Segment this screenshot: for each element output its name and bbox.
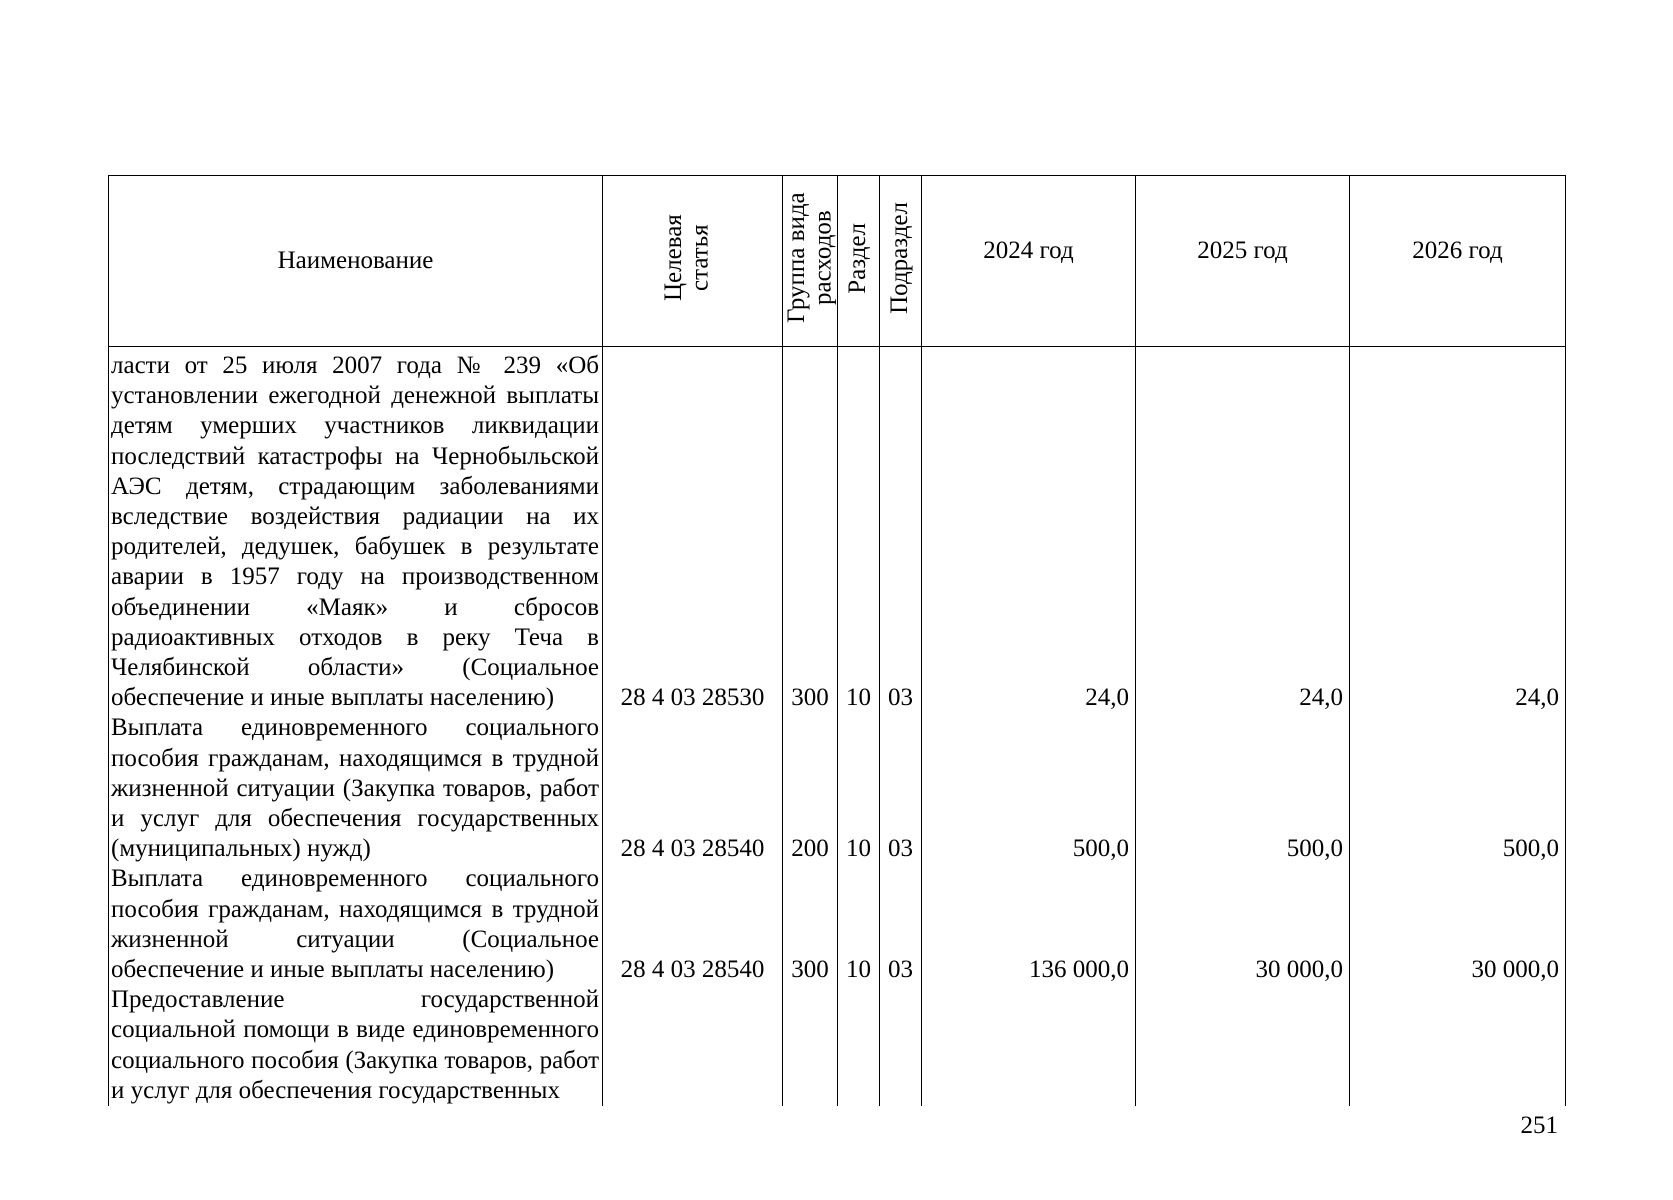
row-name: ласти от 25 июля 2007 года № 239 «Об установлении ежегодной денежной выплаты детям умерших участников ликвидации последствий катастрофы на Чернобыльской АЭС детям, страдающим заболеваниями вследствие воздействия радиации на их родителей, дедушек, бабушек в результате аварии в 1957 году на производственном объединении «Маяк» и сбросов радиоактивных отходов в реку Теча в Челябинской области» (Социальное обеспечение и иные выплаты населению) (109, 347, 603, 714)
header-year-2026 (1350, 176, 1566, 347)
row-name: Предоставление государственной социальной помощи в виде единовременного социального пособия (Закупка товаров, работ и услуг для обеспечения государственных (109, 985, 603, 1106)
header-year-2026-label: 2026 год (1412, 236, 1503, 264)
header-expense-group (783, 176, 838, 347)
table-row (109, 347, 1566, 714)
row-section (838, 985, 880, 1106)
budget-table (108, 175, 1566, 1106)
table-row (109, 985, 1566, 1106)
row-section: 10 (838, 864, 880, 985)
header-target-article (603, 176, 783, 347)
row-target-article: 28 4 03 28530 (603, 347, 783, 714)
row-expense-group: 300 (783, 347, 838, 714)
row-name: Выплата единовременного социального пособия гражданам, находящимся в трудной жизненной ситуации (Закупка товаров, работ и услуг для обеспечения государственных (муниципальных) нужд) (109, 713, 603, 864)
table-row (109, 713, 1566, 864)
row-section: 10 (838, 347, 880, 714)
header-section-label: Раздел (844, 222, 872, 294)
row-expense-group: 300 (783, 864, 838, 985)
row-target-article: 28 4 03 28540 (603, 713, 783, 864)
row-target-article (603, 985, 783, 1106)
row-amount-2024: 24,0 (922, 347, 1136, 714)
row-amount-2026: 24,0 (1350, 347, 1566, 714)
row-name: Выплата единовременного социального пособия гражданам, находящимся в трудной жизненной ситуации (Социальное обеспечение и иные выплаты населению) (109, 864, 603, 985)
row-amount-2026: 500,0 (1350, 713, 1566, 864)
header-year-2024 (922, 176, 1136, 347)
table-header-row (109, 176, 1566, 347)
table-row (109, 864, 1566, 985)
row-amount-2026: 30 000,0 (1350, 864, 1566, 985)
header-year-2025 (1136, 176, 1350, 347)
row-expense-group (783, 985, 838, 1106)
header-year-2025-label: 2025 год (1197, 236, 1288, 264)
header-subsection-label: Подраздел (886, 201, 914, 314)
row-subsection: 03 (880, 713, 922, 864)
row-subsection (880, 985, 922, 1106)
row-amount-2025: 500,0 (1136, 713, 1350, 864)
row-amount-2026 (1350, 985, 1566, 1106)
row-amount-2025: 24,0 (1136, 347, 1350, 714)
header-subsection (880, 176, 922, 347)
row-amount-2025: 30 000,0 (1136, 864, 1350, 985)
row-amount-2024: 136 000,0 (922, 864, 1136, 985)
header-target-article-label: Целевая статья (659, 214, 713, 302)
header-name (109, 176, 603, 347)
row-subsection: 03 (880, 864, 922, 985)
row-section: 10 (838, 713, 880, 864)
row-target-article: 28 4 03 28540 (603, 864, 783, 985)
row-amount-2024: 500,0 (922, 713, 1136, 864)
row-subsection: 03 (880, 347, 922, 714)
header-name-label: Наименование (277, 246, 434, 274)
row-expense-group: 200 (783, 713, 838, 864)
header-year-2024-label: 2024 год (983, 236, 1074, 264)
header-section (838, 176, 880, 347)
row-amount-2024 (922, 985, 1136, 1106)
page-number: 251 (1520, 1112, 1558, 1139)
header-expense-group-label: Группа вида расходов (783, 192, 837, 324)
row-amount-2025 (1136, 985, 1350, 1106)
